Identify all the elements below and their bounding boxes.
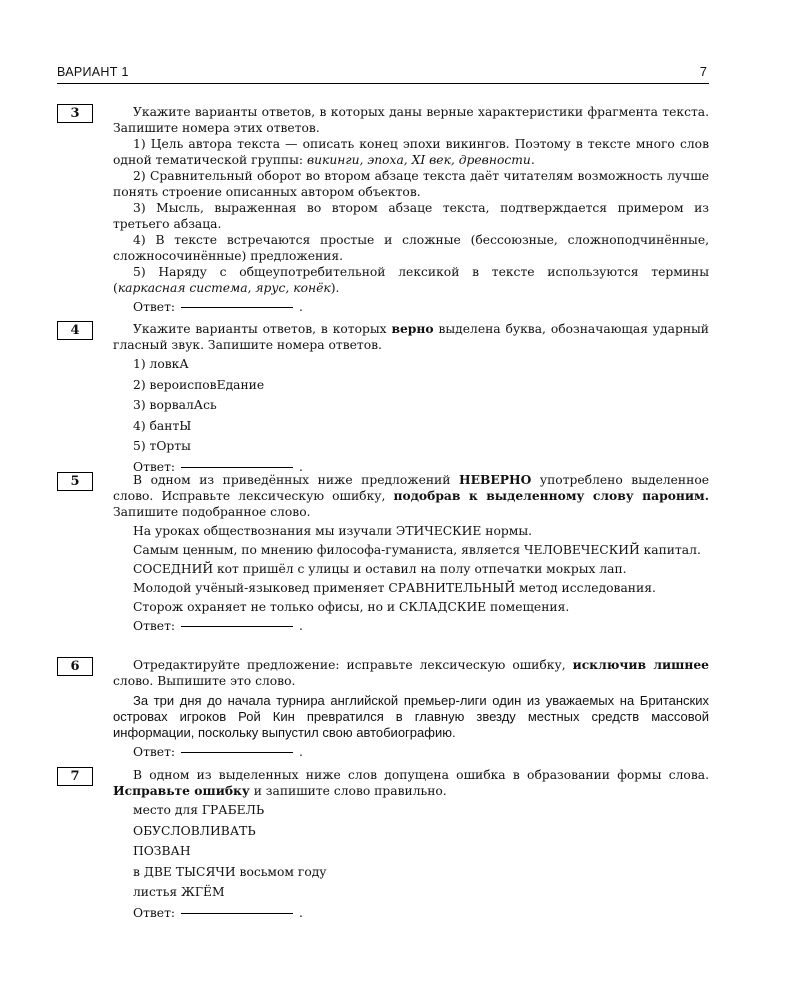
task-4: [57, 321, 709, 475]
task-number-box: 5: [57, 472, 93, 491]
option-4: 4) В тексте встречаются простые и сложные (бессоюзные, сложноподчинённые, сложносочинённые) предложения.: [113, 233, 709, 263]
task-5: [57, 472, 709, 634]
answer-field[interactable]: Ответ: .: [133, 459, 303, 474]
option-5: 5) тОрты: [133, 439, 191, 453]
option-5: 5) Наряду с общеупотребительной лексикой в тексте используются термины (каркасная система, ярус, конёк).: [113, 265, 709, 295]
option-3: 3) Мысль, выраженная во втором абзаце текста, подтверждается примером из третьего абзаца.: [113, 201, 709, 231]
answer-field[interactable]: Ответ: .: [133, 619, 303, 633]
page-number: 7: [699, 64, 707, 79]
word-3: ПОЗВАН: [133, 844, 191, 858]
word-5: листья ЖГЁМ: [133, 885, 225, 899]
answer-field[interactable]: Ответ: .: [133, 905, 303, 920]
task-prompt: Укажите варианты ответов, в которых даны верные характеристики фрагмента текста. Запишите номера этих ответов.: [113, 105, 709, 135]
task-number-box: 3: [57, 104, 93, 123]
option-3: 3) ворвалАсь: [133, 398, 217, 412]
page-header: [57, 63, 709, 84]
sentence-3: СОСЕДНИЙ кот пришёл с улицы и оставил на полу отпечатки мокрых лап.: [133, 562, 627, 576]
answer-field[interactable]: Ответ: .: [133, 300, 303, 314]
task-number-box: 4: [57, 321, 93, 340]
task-prompt: В одном из приведённых ниже предложений НЕВЕРНО употреблено выделенное слово. Исправьте лексическую ошибку, подобрав к выделенному слову пароним. Запишите подобранное слово.: [113, 472, 710, 519]
task-number-box: 7: [57, 767, 93, 786]
sentence-5: Сторож охраняет не только офисы, но и СКЛАДСКИЕ помещения.: [133, 600, 570, 614]
task-prompt: В одном из выделенных ниже слов допущена ошибка в образовании формы слова. Исправьте ошибку и запишите слово правильно.: [113, 768, 709, 798]
task-6: [57, 657, 709, 760]
option-1: 1) Цель автора текста — описать конец эпохи викингов. Поэтому в тексте много слов одной тематической группы: викинги, эпоха, XI век, древности.: [113, 137, 709, 167]
task-number-box: 6: [57, 657, 93, 676]
task-prompt: Укажите варианты ответов, в которых верно выделена буква, обозначающая ударный гласный звук. Запишите номера ответов.: [113, 321, 709, 352]
variant-label: ВАРИАНТ 1: [57, 65, 129, 79]
task-3: [57, 104, 709, 315]
sentence-4: Молодой учёный-языковед применяет СРАВНИТЕЛЬНЫЙ метод исследования.: [133, 581, 656, 595]
option-2: 2) вероисповЕдание: [133, 377, 265, 392]
answer-field[interactable]: Ответ: .: [133, 745, 303, 759]
option-4: 4) бантЫ: [133, 418, 192, 433]
sentence: За три дня до начала турнира английской премьер-лиги один из уважаемых на Британских островах игроков Рой Кин превратился в главную звезду местных средств массовой информации, поскольку выпустил свою автобиографию.: [113, 693, 709, 740]
sentence-1: На уроках обществознания мы изучали ЭТИЧЕСКИЕ нормы.: [133, 524, 533, 538]
task-7: [57, 767, 709, 921]
task-prompt: Отредактируйте предложение: исправьте лексическую ошибку, исключив лишнее слово. Выпишите это слово.: [113, 657, 709, 688]
word-2: ОБУСЛОВЛИВАТЬ: [133, 823, 256, 838]
option-2: 2) Сравнительный оборот во втором абзаце текста даёт читателям возможность лучше понять строение описанных автором объектов.: [113, 169, 709, 199]
word-1: место для ГРАБЕЛЬ: [133, 803, 265, 817]
sentence-2: Самым ценным, по мнению философа-гуманиста, является ЧЕЛОВЕЧЕСКИЙ капитал.: [133, 543, 701, 557]
option-1: 1) ловкА: [133, 357, 189, 371]
word-4: в ДВЕ ТЫСЯЧИ восьмом году: [133, 864, 327, 879]
